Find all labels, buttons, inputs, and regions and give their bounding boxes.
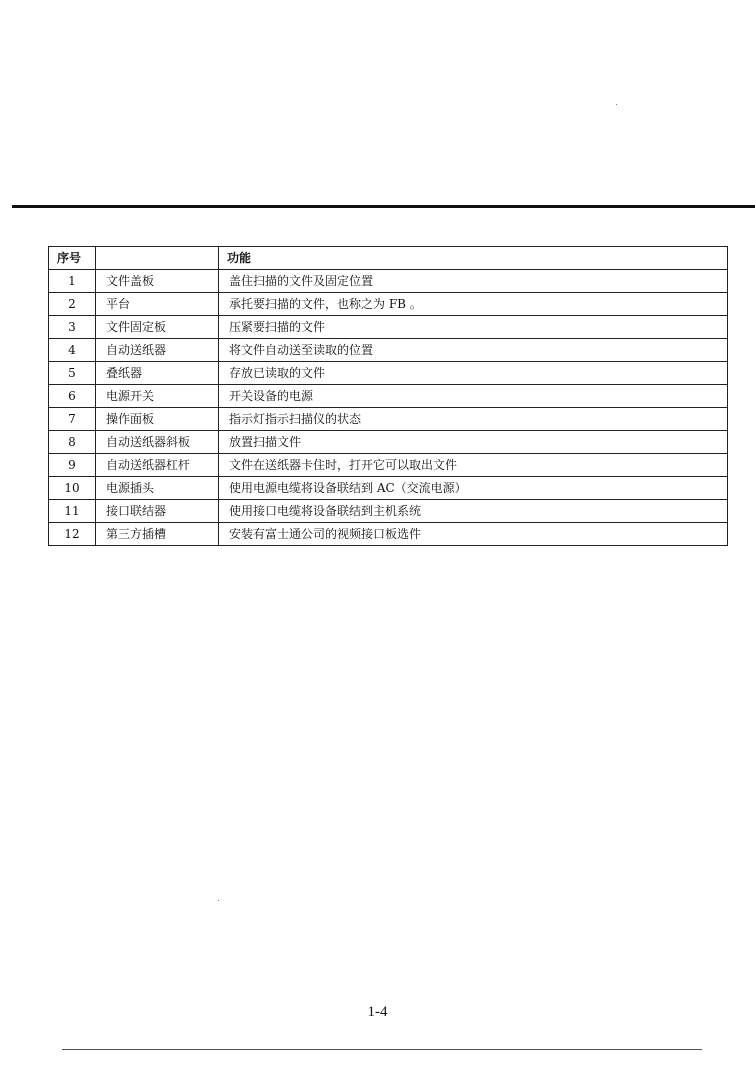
row-number: 7 xyxy=(49,408,96,431)
table-row xyxy=(49,408,728,431)
row-name: 自动送纸器 xyxy=(96,339,219,362)
table-row xyxy=(49,339,728,362)
bottom-horizontal-rule xyxy=(62,1049,702,1050)
row-function: 文件在送纸器卡住时，打开它可以取出文件 xyxy=(219,454,728,477)
scan-speck xyxy=(616,104,617,105)
row-number: 8 xyxy=(49,431,96,454)
row-name: 第三方插槽 xyxy=(96,523,219,546)
row-name: 自动送纸器斜板 xyxy=(96,431,219,454)
row-number: 6 xyxy=(49,385,96,408)
row-function: 指示灯指示扫描仪的状态 xyxy=(219,408,728,431)
row-name: 电源插头 xyxy=(96,477,219,500)
header-number: 序号 xyxy=(49,247,96,270)
header-name xyxy=(96,247,219,270)
row-number: 4 xyxy=(49,339,96,362)
row-function: 盖住扫描的文件及固定位置 xyxy=(219,270,728,293)
row-function: 将文件自动送至读取的位置 xyxy=(219,339,728,362)
row-name: 电源开关 xyxy=(96,385,219,408)
table-header-row xyxy=(49,247,728,270)
table-row xyxy=(49,385,728,408)
row-name: 文件盖板 xyxy=(96,270,219,293)
row-number: 2 xyxy=(49,293,96,316)
row-name: 操作面板 xyxy=(96,408,219,431)
top-horizontal-rule xyxy=(12,205,755,208)
component-function-table xyxy=(48,246,728,546)
table-row xyxy=(49,431,728,454)
table-row xyxy=(49,477,728,500)
table-row xyxy=(49,362,728,385)
row-name: 平台 xyxy=(96,293,219,316)
table-row xyxy=(49,454,728,477)
table-row xyxy=(49,500,728,523)
row-name: 接口联结器 xyxy=(96,500,219,523)
header-function: 功能 xyxy=(219,247,728,270)
row-function: 承托要扫描的文件，也称之为 FB 。 xyxy=(219,293,728,316)
row-function: 开关设备的电源 xyxy=(219,385,728,408)
row-number: 10 xyxy=(49,477,96,500)
row-number: 11 xyxy=(49,500,96,523)
table-row xyxy=(49,316,728,339)
row-function: 使用电源电缆将设备联结到 AC（交流电源） xyxy=(219,477,728,500)
page-number: 1-4 xyxy=(367,1004,388,1020)
scan-speck xyxy=(218,900,219,901)
table-row xyxy=(49,270,728,293)
row-function: 存放已读取的文件 xyxy=(219,362,728,385)
row-function: 安装有富士通公司的视频接口板选件 xyxy=(219,523,728,546)
row-name: 文件固定板 xyxy=(96,316,219,339)
row-number: 12 xyxy=(49,523,96,546)
row-number: 3 xyxy=(49,316,96,339)
row-number: 1 xyxy=(49,270,96,293)
row-function: 放置扫描文件 xyxy=(219,431,728,454)
table-row xyxy=(49,293,728,316)
row-name: 自动送纸器杠杆 xyxy=(96,454,219,477)
row-name: 叠纸器 xyxy=(96,362,219,385)
table-body xyxy=(49,270,728,546)
row-function: 使用接口电缆将设备联结到主机系统 xyxy=(219,500,728,523)
table-row xyxy=(49,523,728,546)
row-function: 压紧要扫描的文件 xyxy=(219,316,728,339)
row-number: 5 xyxy=(49,362,96,385)
row-number: 9 xyxy=(49,454,96,477)
